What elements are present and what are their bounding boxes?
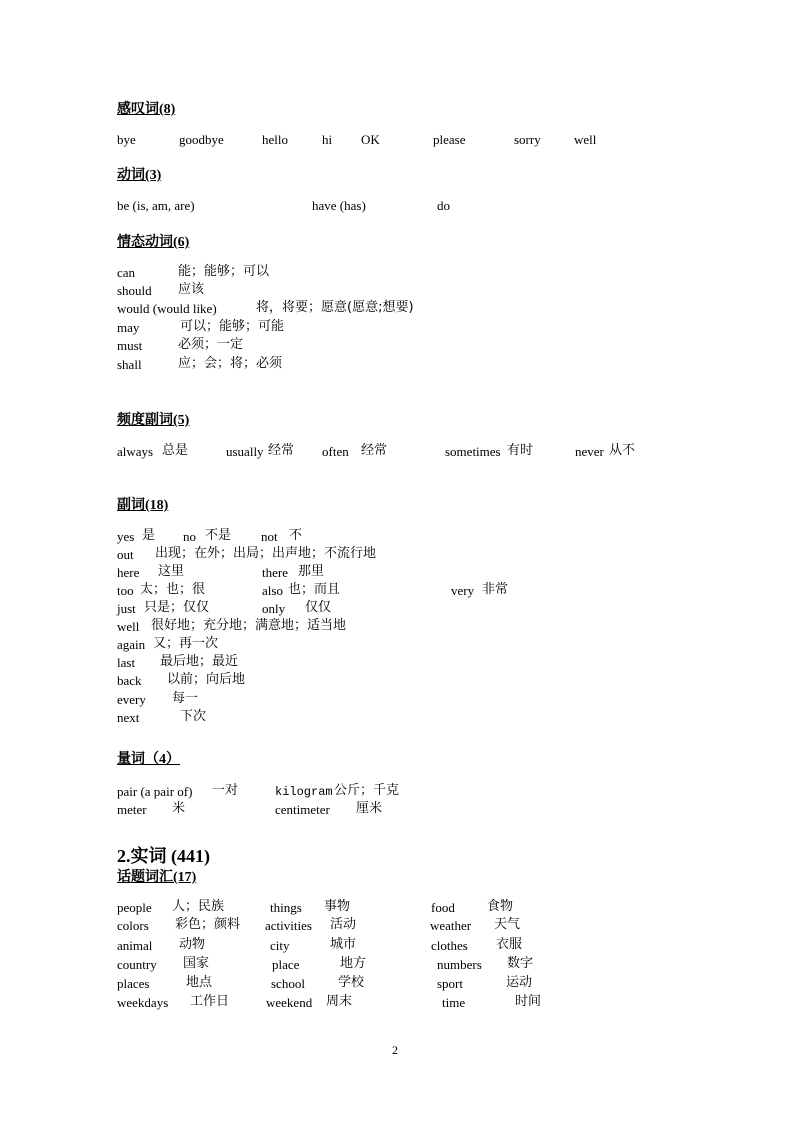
word-en: time: [442, 995, 466, 1010]
word-cn: 将，将要；愿意(愿意;想要): [256, 300, 414, 315]
word-cn: 时间: [515, 994, 542, 1009]
word-cn: 食物: [487, 899, 514, 914]
word-cn: 不: [289, 528, 303, 543]
word-cn: 必须；一定: [178, 337, 244, 352]
word-cn: 数字: [507, 956, 534, 971]
word: OK: [361, 132, 380, 147]
heading-topic-vocabulary: 话题词汇(17): [117, 870, 197, 885]
word: hi: [322, 132, 333, 147]
word-en: last: [117, 655, 136, 670]
word-cn: 地点: [186, 975, 213, 990]
word-en: colors: [117, 918, 149, 933]
word-cn: 应该: [178, 282, 205, 297]
heading-adverbs: 副词(18): [117, 498, 169, 513]
word-cn: 经常: [268, 443, 295, 458]
word-en: can: [117, 265, 136, 280]
word-en: just: [117, 601, 136, 616]
word-cn: 每一: [172, 691, 199, 706]
word-en: very: [451, 583, 475, 598]
word-cn: 应；会；将；必须: [178, 356, 283, 371]
word-cn: 彩色；颜料: [175, 917, 241, 932]
word-en: also: [262, 583, 283, 598]
word-cn: 工作日: [190, 994, 230, 1009]
word: do: [437, 198, 450, 213]
word-cn: 下次: [180, 709, 207, 724]
word-en: place: [272, 957, 300, 972]
word-cn: 最后地；最近: [160, 654, 239, 669]
word-en: centimeter: [275, 802, 330, 817]
word-en: city: [270, 938, 290, 953]
word-cn: 仅仅: [305, 600, 332, 615]
word-en: sport: [437, 976, 463, 991]
word-cn: 一对: [212, 783, 239, 798]
word-cn: 这里: [158, 564, 185, 579]
word-en: weekend: [266, 995, 313, 1010]
word-cn: 周末: [326, 994, 353, 1009]
heading-verbs: 动词(3): [117, 168, 162, 183]
word-cn: 非常: [482, 582, 509, 597]
heading-interjections: 感叹词(8): [117, 102, 176, 117]
word-en: meter: [117, 802, 147, 817]
word: well: [574, 132, 597, 147]
word-en: out: [117, 547, 134, 562]
word-en: animal: [117, 938, 153, 953]
word-cn: 也；而且: [288, 582, 341, 597]
word-cn: 可以；能够；可能: [180, 319, 285, 334]
word-en: pair (a pair of): [117, 784, 193, 799]
word-cn: 地方: [340, 956, 367, 971]
word-cn: 米: [172, 801, 186, 816]
word-cn: 能；能够；可以: [178, 264, 270, 279]
word-cn: 活动: [330, 917, 357, 932]
word-en: country: [117, 957, 157, 972]
word-en: numbers: [437, 957, 482, 972]
word-cn: 运动: [506, 975, 533, 990]
word-cn: 厘米: [356, 801, 383, 816]
word-en: yes: [117, 529, 135, 544]
word-en: should: [117, 283, 152, 298]
word: goodbye: [179, 132, 224, 147]
word: hello: [262, 132, 288, 147]
word-en: weather: [430, 918, 472, 933]
word-cn: 天气: [494, 917, 521, 932]
word-en: here: [117, 565, 140, 580]
word-cn: 只是；仅仅: [144, 600, 210, 615]
word-en: only: [262, 601, 286, 616]
word-en: people: [117, 900, 152, 915]
heading-frequency-adverbs: 频度副词(5): [117, 413, 190, 428]
word-cn: 学校: [338, 975, 365, 990]
word-cn: 衣服: [496, 937, 523, 952]
word-cn: 不是: [205, 528, 232, 543]
word-en: things: [270, 900, 302, 915]
word-en: would (would like): [117, 301, 217, 316]
word-cn: 人；民族: [172, 899, 225, 914]
word-cn: 经常: [361, 443, 388, 458]
word-en: sometimes: [445, 444, 501, 459]
word: have (has): [312, 198, 366, 213]
heading-measure-words: 量词（4）: [117, 752, 180, 767]
word-cn: 那里: [298, 564, 325, 579]
word: sorry: [514, 132, 541, 147]
word-cn: 太；也；很: [140, 582, 206, 597]
word-cn: 很好地；充分地；满意地；适当地: [151, 618, 347, 633]
word-cn: 又；再一次: [153, 636, 219, 651]
word-en: there: [262, 565, 288, 580]
word-en: school: [271, 976, 305, 991]
word-cn: 事物: [324, 899, 351, 914]
word-en: every: [117, 692, 146, 707]
word-en: usually: [226, 444, 264, 459]
word-en: weekdays: [117, 995, 169, 1010]
word-en: back: [117, 673, 142, 688]
word-en: often: [322, 444, 349, 459]
word-cn: 是: [142, 528, 156, 543]
word-en: food: [431, 900, 455, 915]
word-cn: 总是: [162, 443, 189, 458]
word-cn: 国家: [183, 956, 210, 971]
word-en: must: [117, 338, 143, 353]
word-en: too: [117, 583, 134, 598]
heading-content-words: 2.实词 (441): [117, 846, 210, 866]
word-en: not: [261, 529, 278, 544]
word-cn: 公斤；千克: [334, 783, 400, 798]
word-cn: 动物: [179, 937, 206, 952]
word-en: never: [575, 444, 604, 459]
heading-modal-verbs: 情态动词(6): [117, 235, 190, 250]
word-cn: 有时: [507, 443, 534, 458]
page-number: 2: [392, 1043, 398, 1057]
word-en: shall: [117, 357, 142, 372]
word-en: clothes: [431, 938, 468, 953]
word-en: may: [117, 320, 140, 335]
word-en: well: [117, 619, 140, 634]
word-en: no: [183, 529, 196, 544]
word-en: activities: [265, 918, 312, 933]
word-cn: 城市: [330, 937, 357, 952]
word-cn: 出现；在外；出局；出声地；不流行地: [155, 546, 377, 561]
word-en: next: [117, 710, 140, 725]
word-en: always: [117, 444, 154, 459]
word: be (is, am, are): [117, 198, 195, 213]
word-en: places: [117, 976, 150, 991]
word: bye: [117, 132, 136, 147]
word-cn: 以前；向后地: [167, 672, 246, 687]
word: please: [433, 132, 466, 147]
word-en: kilogram: [275, 785, 333, 799]
word-en: again: [117, 637, 146, 652]
word-cn: 从不: [609, 443, 636, 458]
